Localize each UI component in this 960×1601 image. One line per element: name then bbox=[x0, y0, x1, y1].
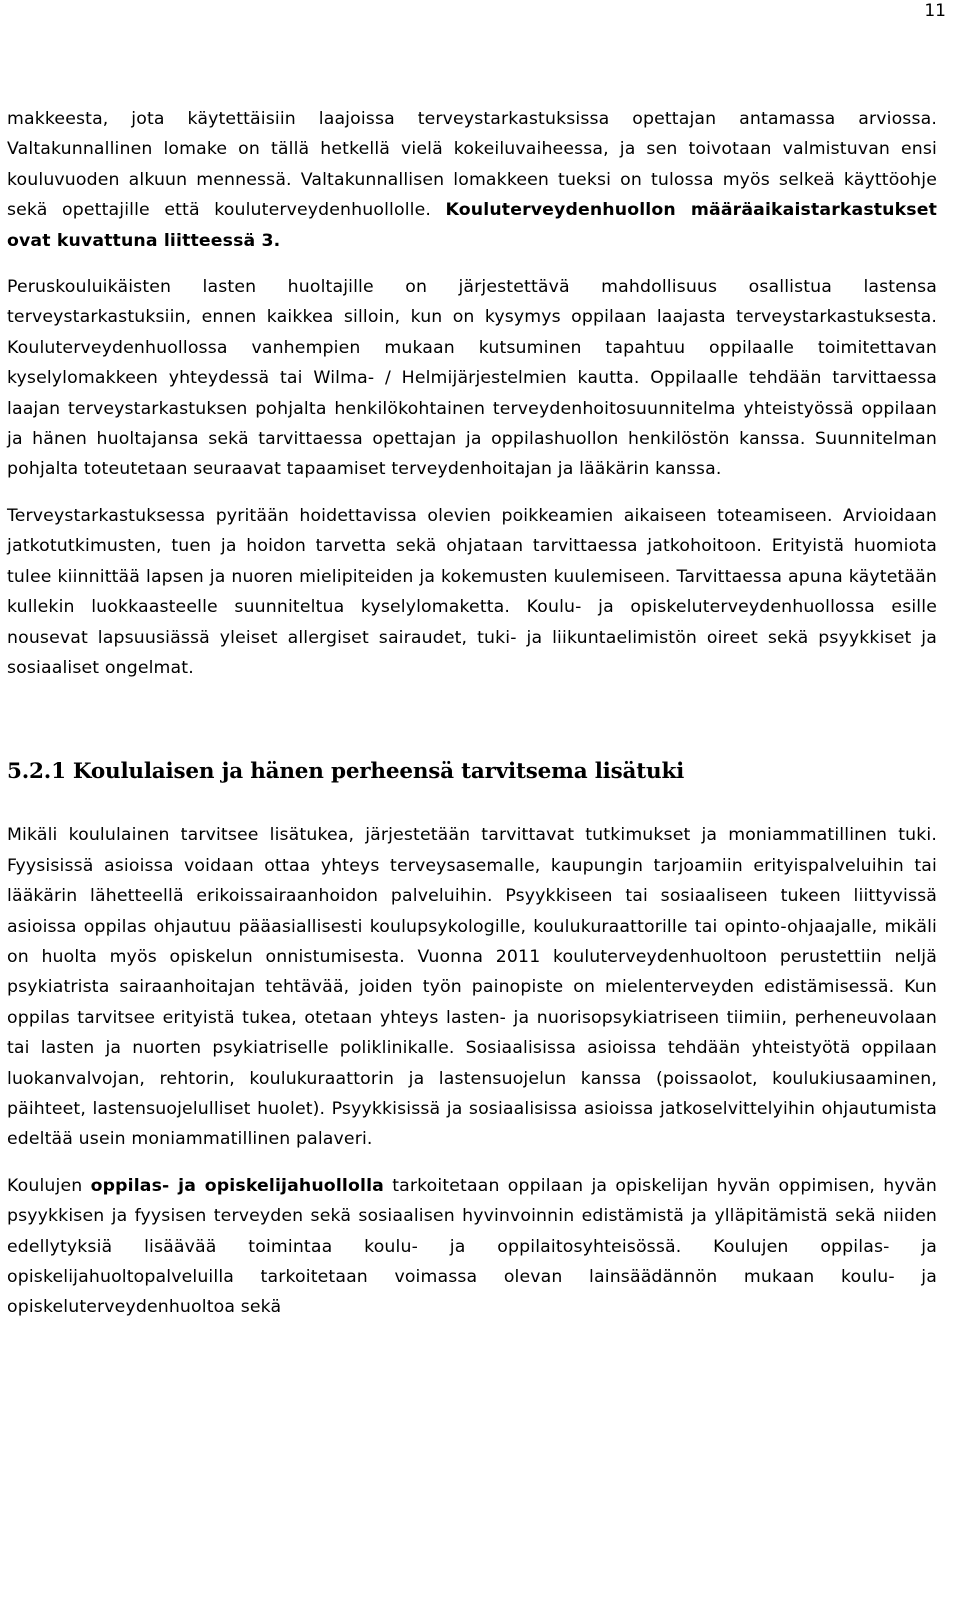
section-title: Koululaisen ja hänen perheensä tarvitsema lisätuki bbox=[72, 759, 685, 785]
paragraph-5-text: tarkoitetaan oppilaan ja opiskelijan hyvän oppimisen, hyvän psyykkisen ja fyysisen terveyden sekä sosiaalisen hyvinvoinnin edistämistä ja ylläpitämistä sekä niiden edellytyksiä lisäävää toimintaa koulu- ja oppilaitosyhteisössä. Koulujen oppilas- ja opiskelijahuoltopalveluilla tarkoitetaan voimassa olevan lainsäädännön mukaan koulu- ja opiskeluterveydenhuoltoa sekä bbox=[7, 1175, 937, 1318]
paragraph-1-text: makkeesta, jota käytettäisiin laajoissa terveystarkastuksissa opettajan antamassa arviossa. Valtakunnallinen lomake on tällä hetkellä vielä kokeiluvaiheessa, ja sen toivotaan valmistuvan ensi kouluvuoden alkuun mennessä. Valtakunnallisen lomakkeen tueksi on tulossa myös selkeä käyttöohje sekä opettajille että kouluterveydenhuollolle. bbox=[7, 109, 937, 221]
document-body bbox=[7, 101, 937, 1323]
paragraph-3: Terveystarkastuksessa pyritään hoidettavissa olevien poikkeamien aikaiseen toteamiseen. Arvioidaan jatkotutkimusten, tuen ja hoidon tarvetta sekä ohjataan tarvittaessa jatkohoitoon. Erityistä huomiota tulee kiinnittää lapsen ja nuoren mielipiteiden ja kokemusten kuulemiseen. Tarvittaessa apuna käytetään kullekin luokkaasteelle suunniteltua kyselylomaketta. Koulu- ja opiskeluterveydenhuollossa esille nousevat lapsuusiässä yleiset allergiset sairaudet, tuki- ja liikuntaelimistön oireet sekä psyykkiset ja sosiaaliset ongelmat. bbox=[7, 505, 937, 678]
paragraph-5 bbox=[7, 1171, 937, 1323]
paragraph-4: Mikäli koululainen tarvitsee lisätukea, järjestetään tarvittavat tutkimukset ja moniammatillinen tuki. Fyysisissä asioissa voidaan ottaa yhteys terveysasemalle, kaupungin tarjoamiin erityispalveluihin tai lääkärin lähetteellä erikoissairaanhoidon palveluihin. Psyykkiseen tai sosiaaliseen tukeen liittyvissä asioissa oppilas ohjautuu pääasiallisesti koulupsykologille, koulukuraattorille tai opinto-ohjaajalle, mikäli on huolta myös opiskelun onnistumisesta. Vuonna 2011 kouluterveydenhuoltoon perustettiin neljä psykiatrista sairaanhoitajan tehtävää, joiden työn painopiste on mielenterveyden edistämisessä. Kun oppilas tarvitsee erityistä tukea, otetaan yhteys lasten- ja nuorisopsykiatriseen tiimiin, perheneuvolaan tai lasten ja nuorten psykiatriselle poliklinikalle. Sosiaalisissa asioissa tehdään yhteistyötä oppilaan luokanvalvojan, rehtorin, koulukuraattorin ja lastensuojelun kanssa (poissaolot, koulukiusaaminen, päihteet, lastensuojelulliset huolet). Psyykkisissä ja sosiaalisissa asioissa jatkoselvittelyihin ohjautumista edeltää usein moniammatillinen palaveri. bbox=[7, 825, 937, 1150]
section-number: 5.2.1 bbox=[7, 759, 66, 785]
paragraph-2: Peruskouluikäisten lasten huoltajille on järjestettävä mahdollisuus osallistua lastensa terveystarkastuksiin, ennen kaikkea silloin, kun on kysymys oppilaan laajasta terveystarkastuksesta. Kouluterveydenhuollossa vanhempien mukaan kutsuminen tapahtuu oppilaalle toimitettavan kyselylomakkeen yhteydessä tai Wilma- / Helmijärjestelmien kautta. Oppilaalle tehdään tarvittaessa laajan terveystarkastuksen pohjalta henkilökohtainen terveydenhoitosuunnitelma yhteistyössä oppilaan ja hänen huoltajansa sekä tarvittaessa opettajan ja oppilashuollon henkilöstön kanssa. Suunnitelman pohjalta toteutetaan seuraavat tapaamiset terveydenhoitajan ja lääkärin kanssa. bbox=[7, 277, 937, 480]
paragraph-1 bbox=[7, 104, 937, 256]
section-heading bbox=[7, 757, 937, 787]
paragraph-5-bold: oppilas- ja opiskelijahuollolla bbox=[90, 1175, 384, 1196]
paragraph-5-lead: Koulujen bbox=[7, 1175, 91, 1196]
paragraph-1-bold: Kouluterveydenhuollon määräaikaistarkastukset ovat kuvattuna liitteessä 3. bbox=[7, 200, 937, 251]
page-number: 11 bbox=[924, 1, 946, 21]
